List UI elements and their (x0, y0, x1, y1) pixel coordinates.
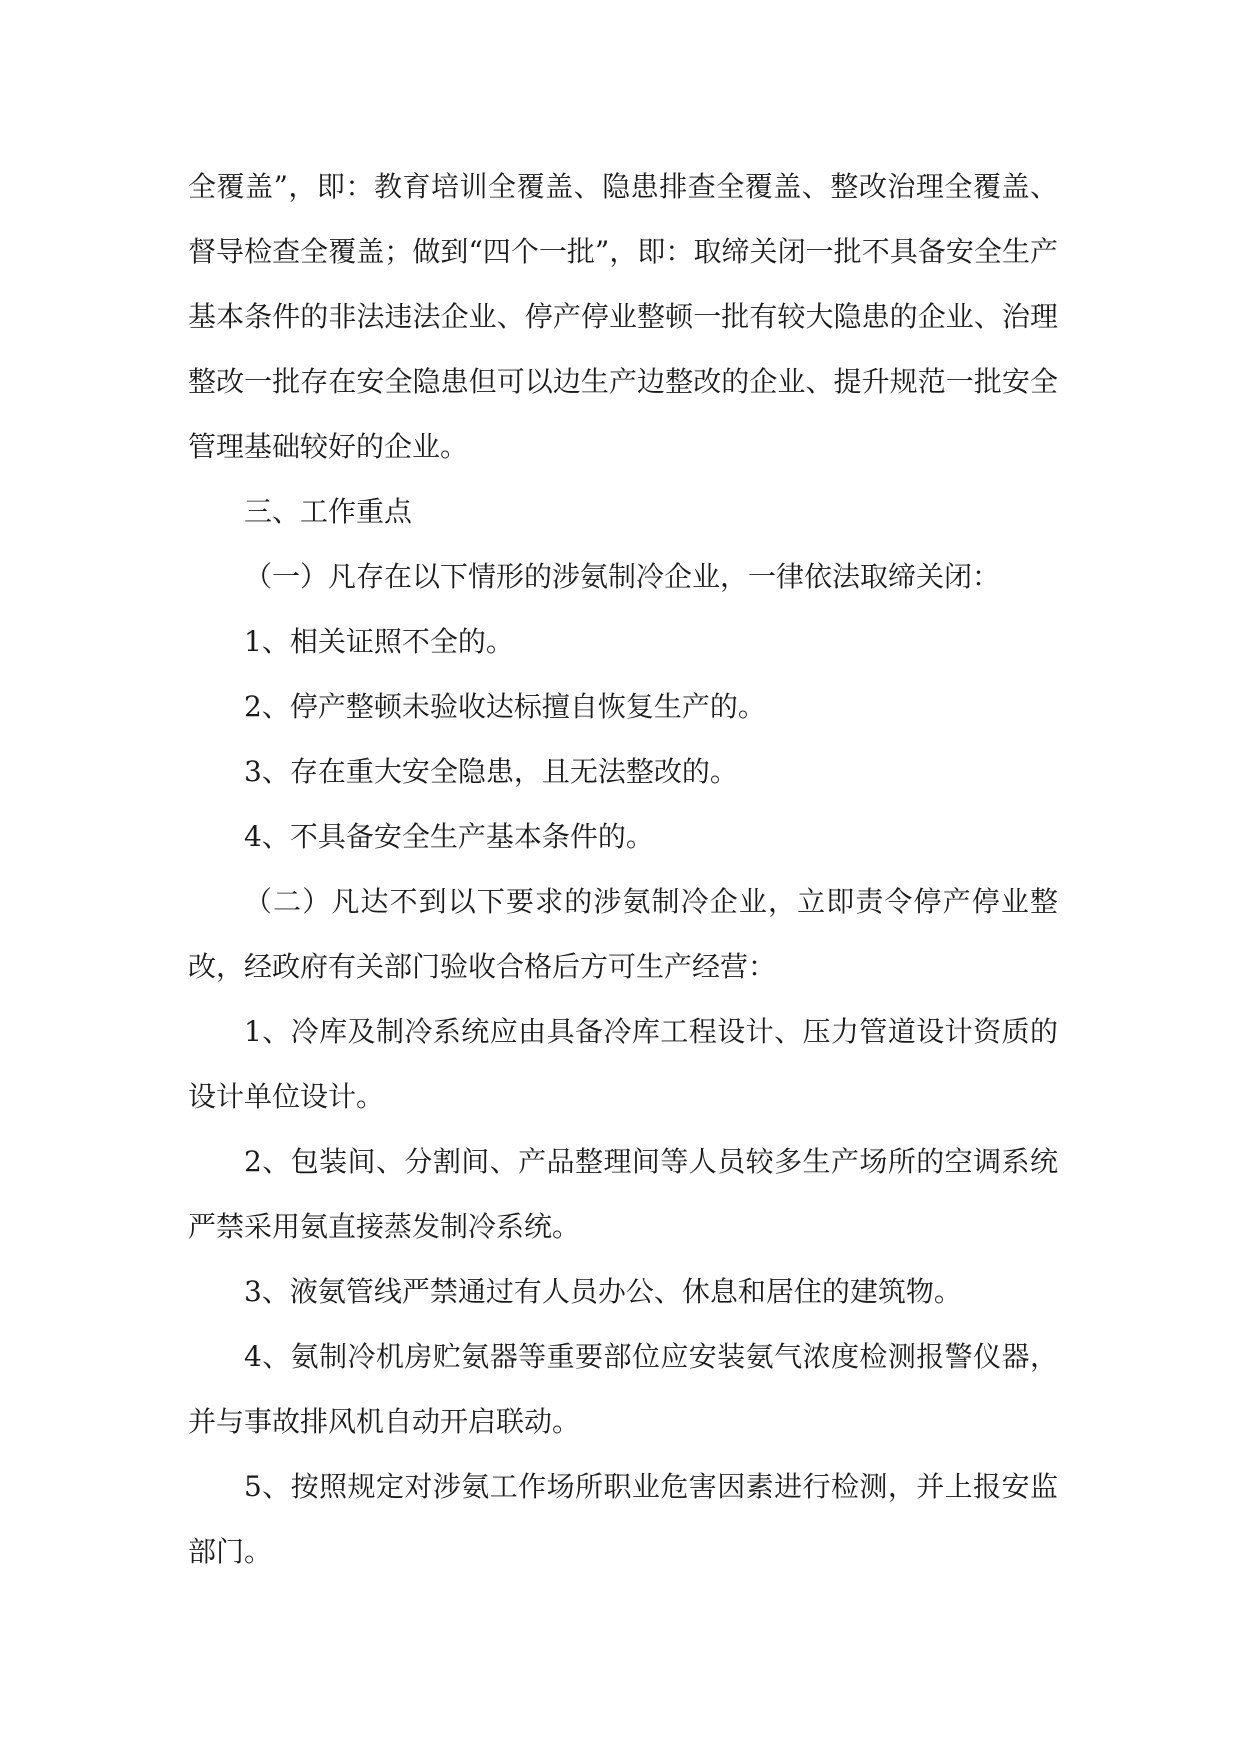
list-item-rectification-2: 2、包装间、分割间、产品整理间等人员较多生产场所的空调系统严禁采用氨直接蒸发制冷系统。 (188, 1145, 1058, 1243)
list-item-closure-3: 3、存在重大安全隐患，且无法整改的。 (244, 755, 738, 788)
list-item-rectification-4: 4、氨制冷机房贮氨器等重要部位应安装氨气浓度检测报警仪器，并与事故排风机自动开启联动。 (188, 1340, 1058, 1438)
list-item-rectification-3: 3、液氨管线严禁通过有人员办公、休息和居住的建筑物。 (244, 1275, 962, 1308)
subsection-heading-closure: （一）凡存在以下情形的涉氨制冷企业，一律依法取缔关闭： (244, 560, 1001, 593)
list-item-closure-4: 4、不具备安全生产基本条件的。 (244, 820, 654, 853)
document-body (188, 154, 1058, 1584)
list-item-rectification-5: 5、按照规定对涉氨工作场所职业危害因素进行检测，并上报安监部门。 (188, 1470, 1058, 1568)
section-heading-work-focus: 三、工作重点 (244, 495, 413, 528)
list-item-rectification-1: 1、冷库及制冷系统应由具备冷库工程设计、压力管道设计资质的设计单位设计。 (188, 1015, 1058, 1113)
subsection-heading-rectification: （二）凡达不到以下要求的涉氨制冷企业，立即责令停产停业整改，经政府有关部门验收合格后方可生产经营： (188, 885, 1058, 983)
list-item-closure-2: 2、停产整顿未验收达标擅自恢复生产的。 (244, 690, 766, 723)
paragraph-coverage-continuation: 全覆盖”，即：教育培训全覆盖、隐患排查全覆盖、整改治理全覆盖、督导检查全覆盖；做到“四个一批”，即：取缔关闭一批不具备安全生产基本条件的非法违法企业、停产停业整顿一批有较大隐患的企业、治理整改一批存在安全隐患但可以边生产边整改的企业、提升规范一批安全管理基础较好的企业。 (188, 170, 1058, 463)
list-item-closure-1: 1、相关证照不全的。 (244, 625, 514, 658)
